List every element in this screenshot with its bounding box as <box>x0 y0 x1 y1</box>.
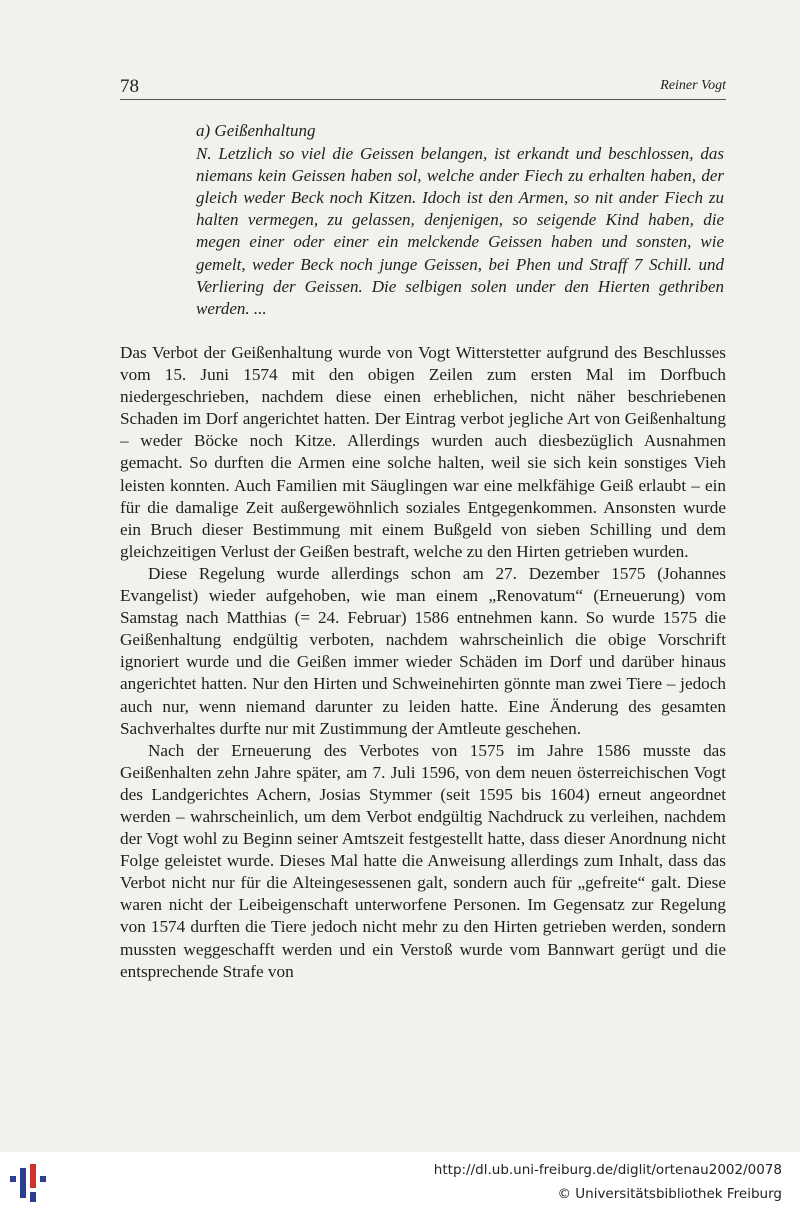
header-rule <box>120 99 726 100</box>
ub-freiburg-logo-icon <box>8 1162 50 1204</box>
body-text <box>120 342 726 983</box>
running-head-author: Reiner Vogt <box>660 78 726 93</box>
page-header <box>120 76 726 100</box>
source-url-link[interactable]: http://dl.ub.uni-freiburg.de/diglit/ortenau2002/0078 <box>433 1162 782 1178</box>
block-quote <box>196 120 724 320</box>
body-paragraph: Das Verbot der Geißenhaltung wurde von Vogt Witterstetter aufgrund des Beschlusses vom 15. Juni 1574 mit den obigen Zeilen zum ersten Mal im Dorfbuch niedergeschrieben, nachdem diese einen erheblichen, nicht näher beschriebenen Schaden im Dorf angerichtet hatten. Der Eintrag verbot jegliche Art von Geißenhaltung – weder Böcke noch Kitze. Allerdings wurden auch diesbezüglich Ausnahmen gemacht. So durften die Armen eine solche halten, weil sie sich kein sonstiges Vieh leisten konnten. Auch Familien mit Säuglingen war eine melkfähige Geiß erlaubt – ein für die damalige Zeit außergewöhnlich soziales Entgegenkommen. Ansonsten wurde ein Bruch dieser Bestimmung mit einem Bußgeld von sieben Schilling und dem gleichzeitigen Verlust der Geißen bestraft, welche zu den Hirten getrieben wurden. <box>120 343 726 561</box>
footer-bar <box>0 1152 800 1212</box>
quote-text: N. Letzlich so viel die Geissen belangen, ist erkandt und beschlossen, das niemans kein Geissen haben sol, welche ander Fiech zu erhalten haben, der gleich weder Beck noch Kitzen. Idoch ist den Armen, so nit ander Fiech zu halten vermegen, zu gelassen, denjenigen, so seigende Kind haben, die megen einer oder einer ein melckende Geissen haben und sonsten, wie gemelt, weder Beck noch junge Geissen, bei Phen und Straff 7 Schill. und Verliering der Geissen. Die selbigen solen under den Hierten gethriben werden. ... <box>196 144 724 318</box>
quote-heading: a) Geißenhaltung <box>196 121 316 140</box>
body-paragraph: Diese Regelung wurde allerdings schon am 27. Dezember 1575 (Johannes Evangelist) wieder aufgehoben, wie man einem „Renovatum“ (Erneuerung) vom Samstag nach Matthias (= 24. Februar) 1586 entnehmen kann. So wurde 1575 die Geißenhaltung endgültig verboten, nachdem wahrscheinlich die obige Vorschrift ignoriert wurde und die Geißen immer wieder Schäden im Dorf und darüber hinaus angerichtet hatten. Nur den Hirten und Schweinehirten gönnte man zwei Tiere – jedoch auch nur, wenn niemand darunter zu leiden hatte. Eine Änderung des gesamten Sachverhaltes durfte nur mit Zustimmung der Amtleute geschehen. <box>120 563 726 738</box>
copyright-notice: © Universitätsbibliothek Freiburg <box>557 1186 782 1202</box>
body-paragraph: Nach der Erneuerung des Verbotes von 1575 im Jahre 1586 musste das Geißenhalten zehn Jahre später, am 7. Juli 1596, von dem neuen österreichischen Vogt des Landgerichtes Achern, Josias Stymmer (seit 1595 bis 1604) erneut angeordnet werden – wahrscheinlich, um dem Verbot endgültig Nachdruck zu verleihen, nachdem der Vogt wohl zu Beginn seiner Amtszeit festgestellt hatte, dass dieser Anordnung nicht Folge geleistet wurde. Dieses Mal hatte die Anweisung allerdings zum Inhalt, dass das Verbot nicht nur für die Alteingesessenen galt, sondern auch für „gefreite“ galt. Diese waren nicht der Leibeigenschaft unterworfene Personen. Im Gegensatz zur Regelung von 1574 durften die Tiere jedoch nicht mehr zu den Hirten getrieben werden, sondern mussten weggeschafft werden und ein Verstoß wurde vom Bannwart gerügt und die entsprechende Strafe von <box>120 740 726 981</box>
page-number: 78 <box>120 76 139 97</box>
